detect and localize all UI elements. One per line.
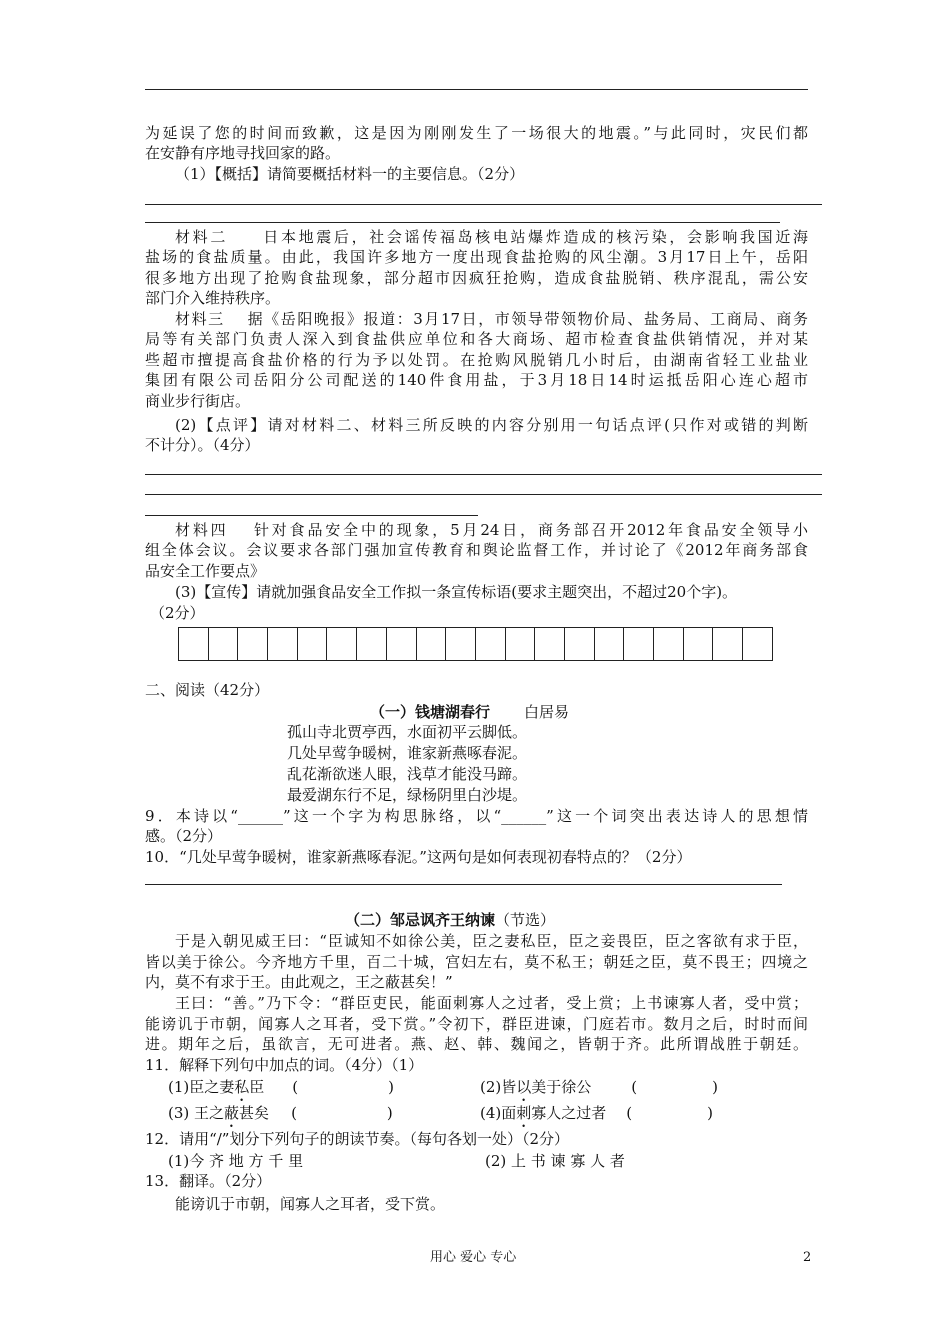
q12-sentence: (1)今 齐 地 方 千 里 xyxy=(168,1152,304,1170)
answer-line[interactable] xyxy=(145,204,822,205)
footer-motto: 用心 爱心 专心 xyxy=(430,1250,517,1265)
question-12: 12．请用“/”划分下列句子的朗读节奏。（每句各划一处）（2分） xyxy=(145,1130,570,1148)
answer-grid[interactable] xyxy=(178,627,773,661)
question-3: （2分） xyxy=(150,604,205,622)
page-number: 2 xyxy=(803,1250,812,1265)
poem-title-line xyxy=(370,702,569,723)
poem-line: 乱花渐欲迷人眼，浅草才能没马蹄。 xyxy=(287,765,528,783)
answer-box[interactable] xyxy=(387,628,417,660)
question-1: （1）【概括】请简要概括材料一的主要信息。（2分） xyxy=(175,165,525,183)
material-4: 材料四 针对食品安全中的现象，5月24日，商务部召开2012年食品安全领导小 xyxy=(175,521,808,539)
answer-box[interactable] xyxy=(179,628,209,660)
answer-box[interactable] xyxy=(209,628,239,660)
material-3: 些超市擅提高食盐价格的行为予以处罚。在抢购风脱销几小时后，由湖南省轻工业盐业 xyxy=(145,351,808,369)
dotted-word: 以 xyxy=(516,1078,532,1096)
q11-item xyxy=(480,1077,718,1098)
question-3: (3)【宣传】请就加强食品安全工作拟一条宣传标语(要求主题突出，不超过20个字)。 xyxy=(175,583,738,601)
prose-title-line xyxy=(345,910,555,931)
q11-text: 臣 xyxy=(249,1078,265,1096)
answer-box[interactable] xyxy=(238,628,268,660)
prose-title: （二）邹忌讽齐王纳谏 xyxy=(345,911,496,929)
prose-line: 王曰：“善。”乃下令：“群臣吏民，能面刺寡人之过者，受上赏；上书谏寡人者，受中赏； xyxy=(175,994,808,1012)
answer-box[interactable] xyxy=(743,628,772,660)
question-13: 13．翻译。（2分） xyxy=(145,1172,272,1190)
q11-text: 甚矣 xyxy=(239,1104,270,1122)
prose-note: （节选） xyxy=(495,911,556,929)
question-2: (2)【点评】请对材料二、材料三所反映的内容分别用一句话点评(只作对或错的判断 xyxy=(175,416,808,434)
q11-text: (1)臣之妻 xyxy=(168,1078,235,1096)
material-2: 材料二 日本地震后，社会谣传福岛核电站爆炸造成的核污染，会影响我国近海 xyxy=(175,228,808,246)
q11-text: (4)面 xyxy=(480,1104,517,1122)
answer-box[interactable] xyxy=(684,628,714,660)
answer-box[interactable] xyxy=(327,628,357,660)
answer-box[interactable] xyxy=(357,628,387,660)
answer-box[interactable] xyxy=(535,628,565,660)
q11-text: 美于徐公 xyxy=(531,1078,592,1096)
answer-box[interactable] xyxy=(506,628,536,660)
question-11: 11．解释下列句中加点的词。（4分）（1） xyxy=(145,1056,424,1074)
dotted-word: 私 xyxy=(234,1078,250,1096)
question-2: 不计分）。（4分） xyxy=(145,436,260,454)
q11-text: 寡人之过者 xyxy=(531,1104,607,1122)
q11-text: (2)皆 xyxy=(480,1078,517,1096)
question-9: 9．本诗以“______”这一个字为构思脉络，以“______”这一个词突出表达诗人的思想情 xyxy=(145,807,808,825)
answer-line[interactable] xyxy=(145,884,782,885)
prose-line: 进。期年之后，虽欲言，无可进者。燕、赵、韩、魏闻之，皆朝于齐。此所谓战胜于朝廷。 xyxy=(145,1035,808,1053)
answer-blank[interactable]: ( ) xyxy=(631,1078,718,1096)
prose-line: 皆以美于徐公。今齐地方千里，百二十城，宫妇左右，莫不私王；朝廷之臣，莫不畏王；四境之 xyxy=(145,953,808,971)
prose-line: 能谤讥于市朝，闻寡人之耳者，受下赏。”令初下，群臣进谏，门庭若市。数月之后，时时而间 xyxy=(145,1015,808,1033)
poem-author: 白居易 xyxy=(524,703,570,721)
dotted-word: 刺 xyxy=(516,1104,532,1122)
poem-line: 最爱湖东行不足，绿杨阴里白沙堤。 xyxy=(287,786,528,804)
answer-box[interactable] xyxy=(624,628,654,660)
q11-item xyxy=(480,1103,713,1124)
answer-box[interactable] xyxy=(565,628,595,660)
prose-line: 内，莫不有求于王。由此观之，王之蔽甚矣！” xyxy=(145,973,453,991)
q13-text: 能谤讥于市朝，闻寡人之耳者，受下赏。 xyxy=(175,1195,446,1213)
answer-line[interactable] xyxy=(145,474,822,475)
material-3: 集团有限公司岳阳分公司配送的140件食用盐，于3月18日14时运抵岳阳心连心超市 xyxy=(145,371,808,389)
answer-box[interactable] xyxy=(713,628,743,660)
answer-box[interactable] xyxy=(595,628,625,660)
q12-sentence: (2) 上 书 谏 寡 人 者 xyxy=(485,1152,625,1170)
dotted-word: 蔽 xyxy=(224,1104,240,1122)
prose-line: 于是入朝见威王曰：“臣诚知不如徐公美，臣之妻私臣，臣之妾畏臣，臣之客欲有求于臣， xyxy=(175,932,808,950)
question-9: 感。（2分） xyxy=(145,827,223,845)
answer-line[interactable] xyxy=(145,222,780,223)
answer-box[interactable] xyxy=(268,628,298,660)
answer-line[interactable] xyxy=(145,515,478,516)
material-2: 部门介入维持秩序。 xyxy=(145,289,281,307)
answer-box[interactable] xyxy=(298,628,328,660)
answer-box[interactable] xyxy=(417,628,447,660)
answer-blank[interactable]: ( ) xyxy=(292,1078,394,1096)
answer-box[interactable] xyxy=(476,628,506,660)
answer-box[interactable] xyxy=(654,628,684,660)
q11-item xyxy=(168,1077,394,1098)
material-3: 商业步行街店。 xyxy=(145,392,251,410)
material-3: 材料三 据《岳阳晚报》报道：3月17日，市领导带领物价局、盐务局、工商局、商务 xyxy=(175,310,808,328)
material-4: 品安全工作要点》 xyxy=(145,562,266,580)
text-line: 在安静有序地寻找回家的路。 xyxy=(145,144,341,162)
poem-line: 孤山寺北贾亭西，水面初平云脚低。 xyxy=(287,723,528,741)
poem-line: 几处早莺争暖树，谁家新燕啄春泥。 xyxy=(287,744,528,762)
material-2: 很多地方出现了抢购食盐现象，部分超市因疯狂抢购，造成食盐脱销、秩序混乱，需公安 xyxy=(145,269,808,287)
material-2: 盐场的食盐质量。由此，我国许多地方一度出现食盐抢购的风尘潮。3月17日上午，岳阳 xyxy=(145,248,808,266)
q11-text: (3) 王之 xyxy=(168,1104,225,1122)
text-line: 为延误了您的时间而致歉，这是因为刚刚发生了一场很大的地震。”与此同时，灾民们都 xyxy=(145,124,808,142)
poem-title: （一）钱塘湖春行 xyxy=(370,703,491,721)
material-3: 局等有关部门负责人深入到食盐供应单位和各大商场、超市检查食盐供销情况，并对某 xyxy=(145,330,808,348)
answer-box[interactable] xyxy=(446,628,476,660)
answer-line[interactable] xyxy=(145,494,822,495)
answer-blank[interactable]: ( ) xyxy=(626,1104,713,1122)
section-heading: 二、阅读（42分） xyxy=(145,681,270,699)
header-rule xyxy=(145,89,808,90)
answer-blank[interactable]: ( ) xyxy=(291,1104,393,1122)
material-4: 组全体会议。会议要求各部门强加宣传教育和舆论监督工作，并讨论了《2012年商务部食 xyxy=(145,541,808,559)
question-10: 10．“几处早莺争暖树，谁家新燕啄春泥。”这两句是如何表现初春特点的？（2分） xyxy=(145,848,692,866)
q11-item xyxy=(168,1103,393,1124)
